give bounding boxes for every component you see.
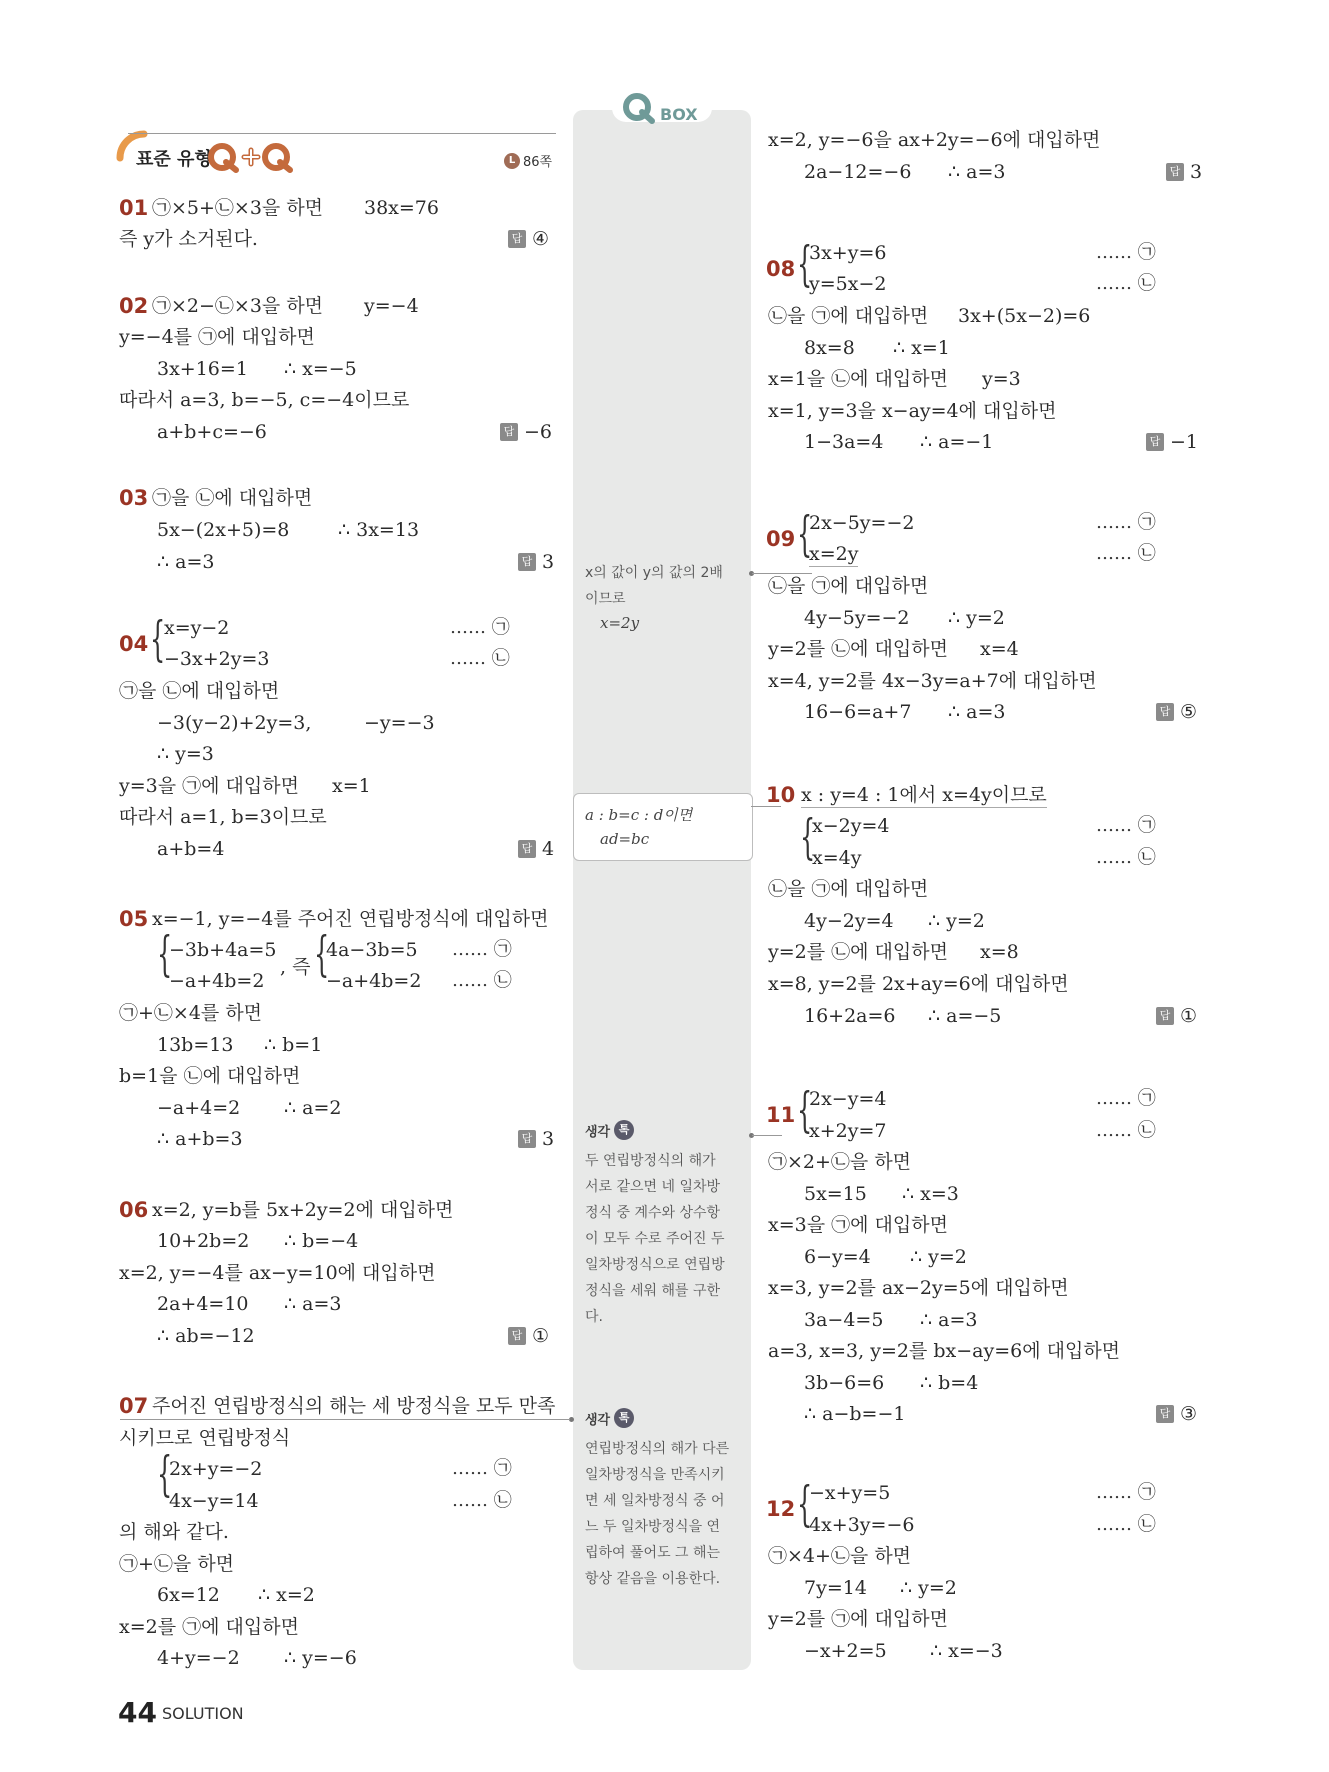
- brace: {: [797, 1476, 813, 1532]
- answer: 답 −1: [1146, 430, 1198, 454]
- brace: {: [800, 809, 816, 865]
- answer: 답 ⑤: [1156, 700, 1197, 724]
- qbox-label: BOX: [660, 105, 698, 124]
- talk-bubble-icon: 톡: [614, 1120, 634, 1140]
- sidebar-note-4: 연립방정식의 해가 다른 일차방정식을 만족시키 면 세 일차방정식 중 어 느 두 일차방정식을 연 립하여 풀어도 그 해는 항상 같음을 이용한다.: [585, 1441, 730, 1587]
- answer: 답 −6: [500, 420, 552, 444]
- talk-bubble-icon: 톡: [614, 1408, 634, 1428]
- sidebar-note-3: 두 연립방정식의 해가 서로 같으면 네 일차방 정식 중 계수와 상수항 이 모두 수로 주어진 두 일차방정식으로 연립방 정식을 세워 해를 구한 다.: [585, 1153, 725, 1325]
- page-reference: [504, 151, 552, 170]
- answer: 답 ④: [508, 227, 549, 251]
- q-icon: [622, 92, 658, 126]
- answer: 답 ①: [508, 1324, 549, 1348]
- header-rule: [128, 133, 556, 134]
- answer: 답 ③: [1156, 1402, 1197, 1426]
- page-ref-text: 86쪽: [523, 155, 553, 170]
- answer: 답 4: [518, 837, 554, 861]
- answer: 답 3: [1166, 160, 1202, 184]
- sidebar-note-1: x의 값이 y의 값의 2배 이므로: [585, 565, 723, 607]
- brace: {: [314, 926, 330, 982]
- sidebar-note-1-math: x=2y: [600, 614, 640, 632]
- answer: 답 3: [518, 550, 554, 574]
- footer-label: SOLUTION: [162, 1704, 244, 1723]
- brace: {: [150, 611, 166, 667]
- answer: 답 3: [518, 1127, 554, 1151]
- brace: {: [157, 1446, 173, 1502]
- brace: {: [797, 506, 813, 562]
- page-ref-icon: L: [504, 153, 520, 169]
- sidebar-note-2-line2: ad=bc: [600, 830, 650, 848]
- connector-line: [752, 1135, 782, 1136]
- brace: {: [157, 926, 173, 982]
- qbox-header: [622, 92, 698, 126]
- connector-line: [120, 1419, 570, 1420]
- qq-logo-icon: [206, 140, 296, 176]
- brace: {: [797, 1082, 813, 1138]
- think-tip-label: 생각 톡: [585, 1408, 634, 1428]
- page-number: 44: [118, 1696, 157, 1729]
- brace: {: [797, 236, 813, 292]
- sidebar-note-2-line1: a : b=c : d이면: [585, 806, 693, 824]
- section-title: 표준 유형: [136, 149, 212, 170]
- answer: 답 ①: [1156, 1004, 1197, 1028]
- think-tip-label: 생각 톡: [585, 1120, 634, 1140]
